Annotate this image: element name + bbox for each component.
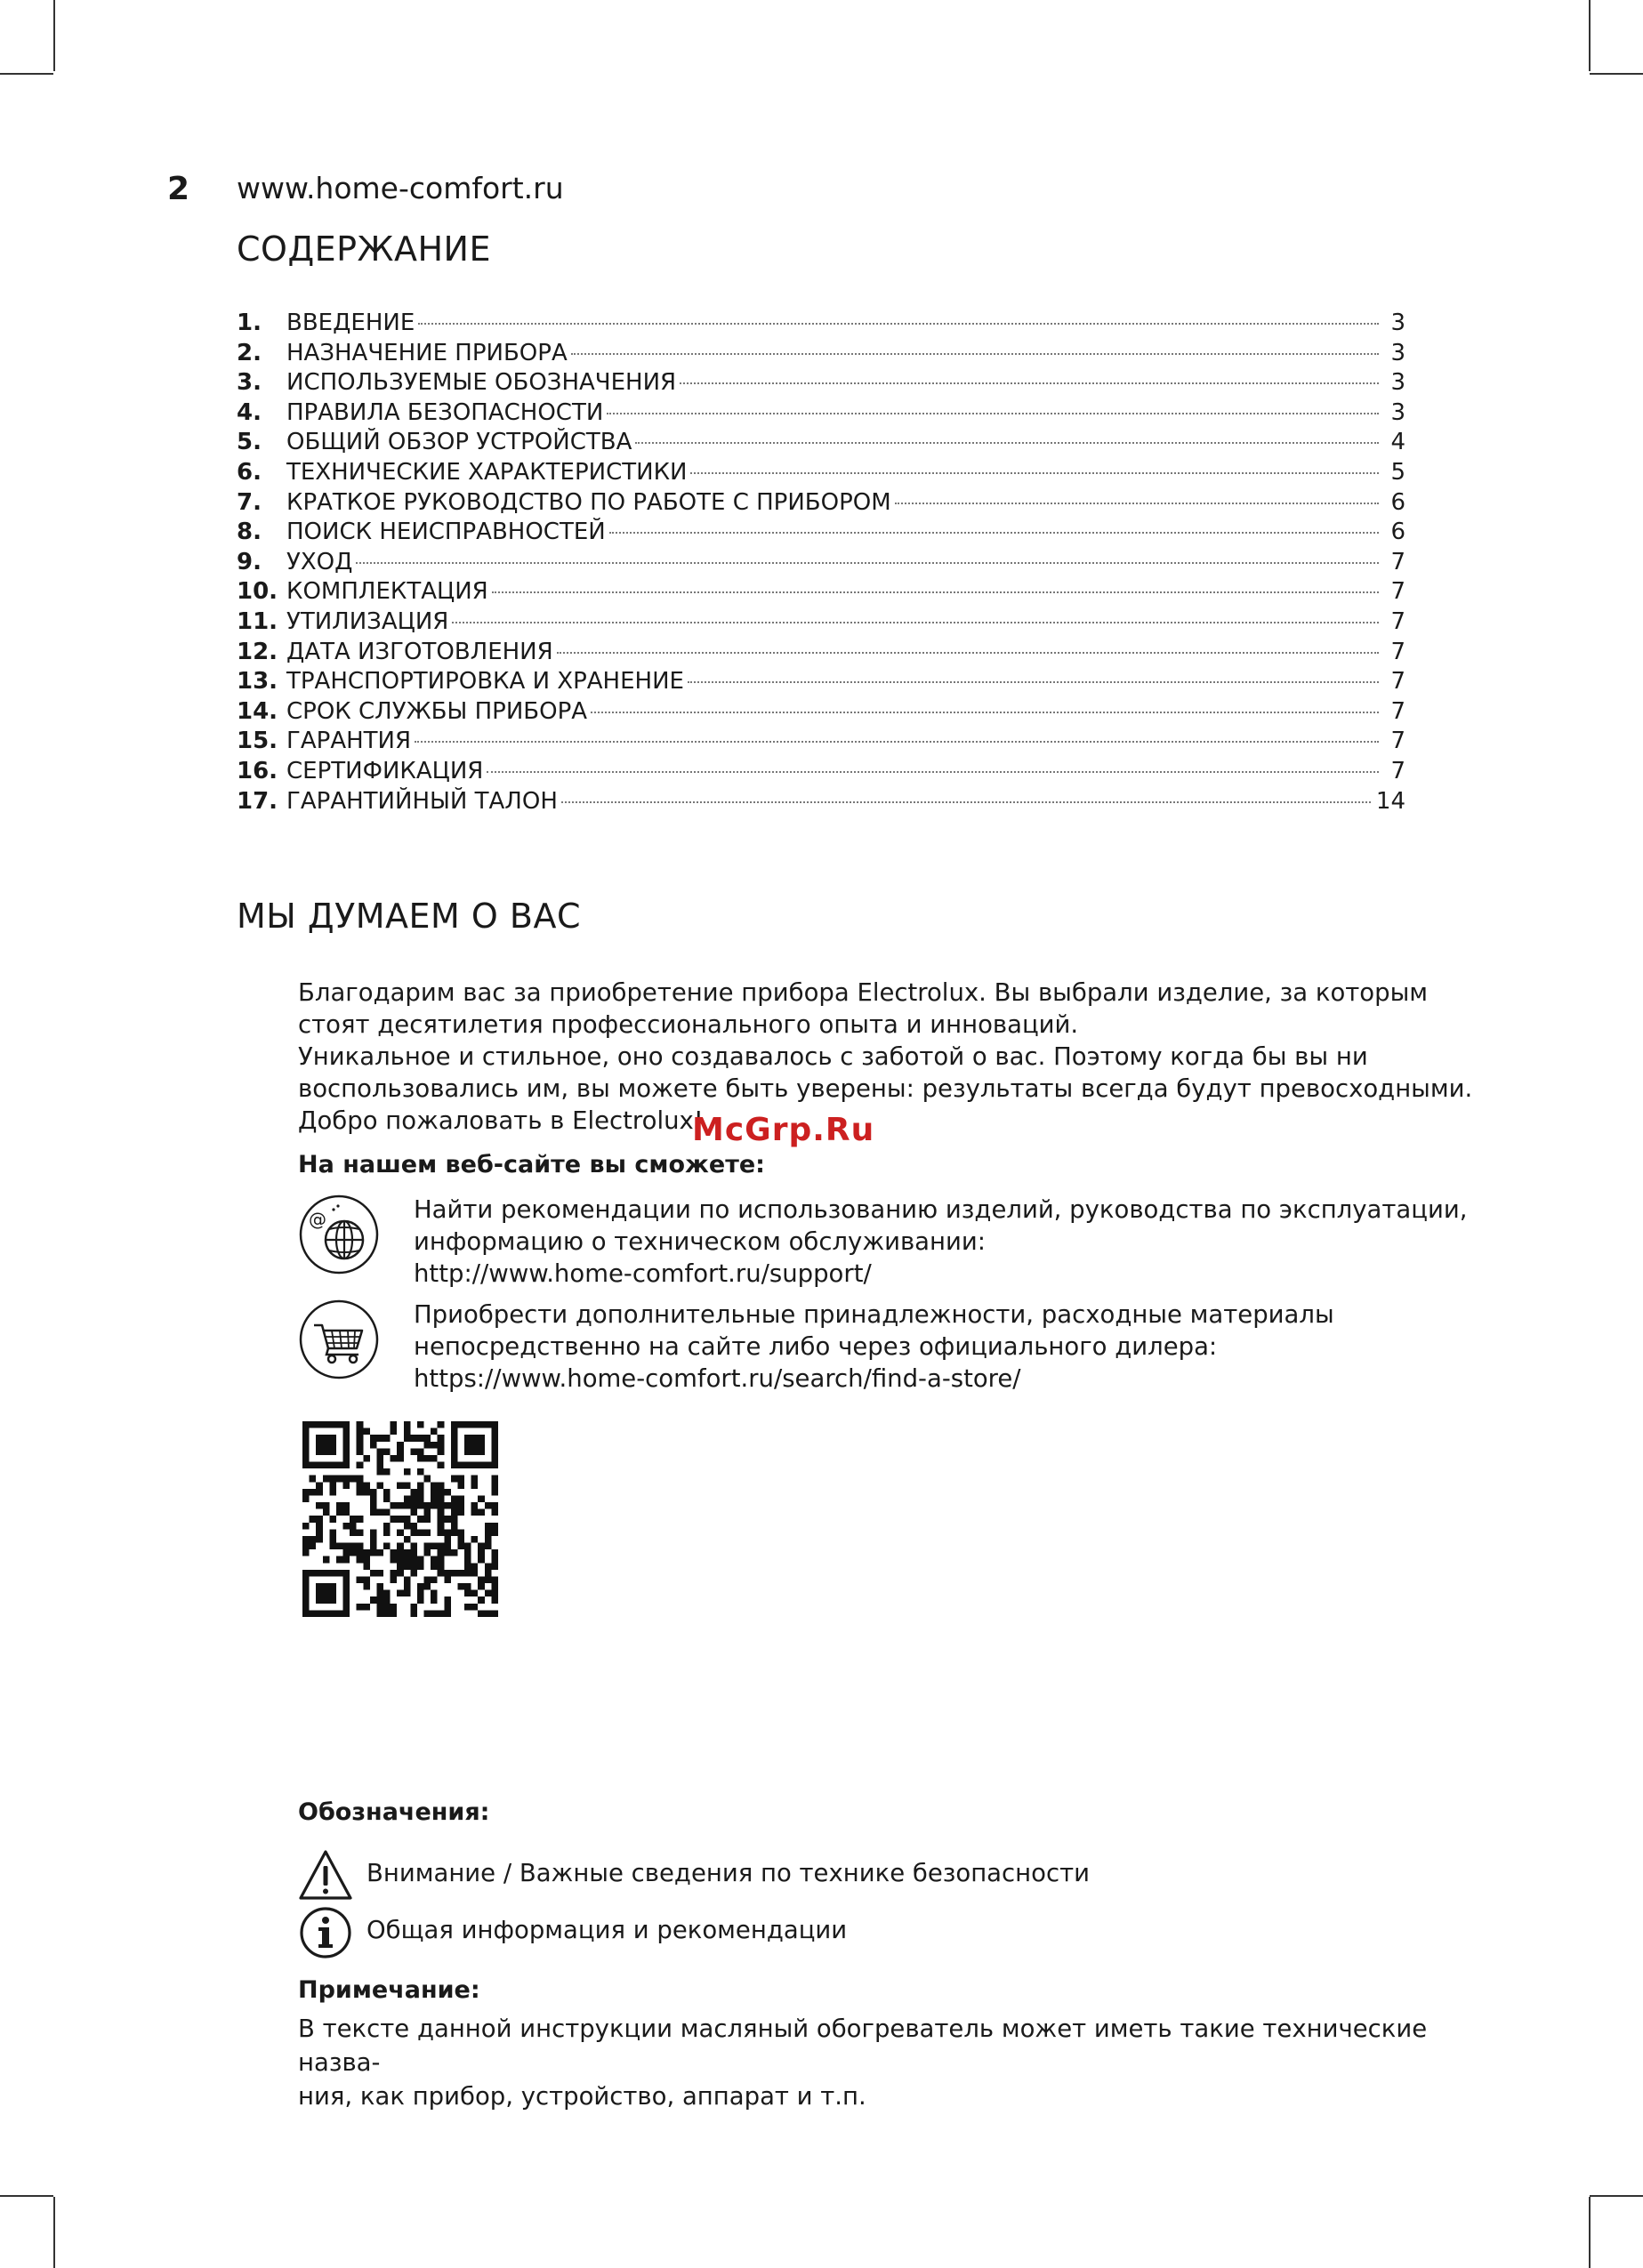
feature-line: информацию о техническом обслуживании:	[414, 1227, 987, 1256]
feature-line: Приобрести дополнительные принадлежности, расходные материалы	[414, 1300, 1334, 1329]
toc-item-page: 3	[1390, 310, 1405, 336]
intro-line: Благодарим вас за приобретение прибора Electrolux. Вы выбрали изделие, за которым	[298, 978, 1429, 1007]
toc-item-page: 4	[1390, 429, 1405, 456]
toc-title: СОДЕРЖАНИЕ	[237, 229, 491, 269]
toc-item-page: 7	[1390, 638, 1405, 665]
intro-line: стоят десятилетия профессионального опыта и инноваций.	[298, 1010, 1079, 1039]
legend-heading: Обозначения:	[298, 1798, 490, 1826]
toc-item[interactable]	[237, 639, 1405, 669]
toc-item[interactable]	[237, 310, 1405, 340]
toc-leader-dots	[688, 681, 1379, 683]
toc-item[interactable]	[237, 459, 1405, 489]
toc-leader-dots	[895, 503, 1379, 504]
toc-item-label: НАЗНАЧЕНИЕ ПРИБОРА	[286, 339, 568, 366]
legend-warning	[298, 1848, 1454, 1903]
toc-leader-dots	[690, 472, 1379, 474]
warning-triangle-icon	[298, 1848, 353, 1903]
feature-text	[414, 1194, 1490, 1290]
toc-item-label: ТЕХНИЧЕСКИЕ ХАРАКТЕРИСТИКИ	[286, 458, 688, 486]
crop-mark	[53, 2197, 55, 2268]
toc-item-label: УХОД	[286, 548, 353, 575]
toc-item[interactable]	[237, 668, 1405, 698]
toc-item-label: ГАРАНТИЯ	[286, 728, 412, 755]
crop-mark	[53, 0, 55, 71]
toc-leader-dots	[571, 353, 1379, 355]
toc-item-number: 2.	[237, 339, 262, 366]
toc-item-label: ПОИСК НЕИСПРАВНОСТЕЙ	[286, 519, 606, 546]
toc-item-page: 14	[1375, 787, 1405, 815]
toc-item-label: ИСПОЛЬЗУЕМЫЕ ОБОЗНАЧЕНИЯ	[286, 369, 677, 397]
intro-line: Уникальное и стильное, оно создавалось с заботой о вас. Поэтому когда бы вы ни	[298, 1042, 1368, 1071]
toc-leader-dots	[607, 413, 1379, 414]
svg-text:@: @	[309, 1209, 326, 1230]
toc-item-number: 17.	[237, 787, 278, 815]
info-icon	[298, 1905, 353, 1960]
page-number: 2	[167, 171, 190, 207]
toc-item-label: ПРАВИЛА БЕЗОПАСНОСТИ	[286, 398, 604, 426]
website-heading: На нашем веб-сайте вы сможете:	[298, 1151, 765, 1178]
toc-item-page: 7	[1390, 728, 1405, 755]
legend-info	[298, 1905, 1454, 1960]
toc-item-page: 6	[1390, 488, 1405, 516]
toc-leader-dots	[356, 562, 1379, 564]
table-of-contents	[237, 310, 1405, 817]
toc-item-number: 1.	[237, 310, 262, 336]
intro-text	[298, 977, 1481, 1137]
toc-item-number: 15.	[237, 728, 278, 755]
toc-item-label: ДАТА ИЗГОТОВЛЕНИЯ	[286, 638, 553, 665]
crop-mark	[1589, 2197, 1591, 2268]
toc-item-number: 10.	[237, 578, 278, 606]
about-title: МЫ ДУМАЕМ О ВАС	[237, 897, 581, 936]
toc-item-number: 14.	[237, 697, 278, 725]
toc-item-page: 3	[1390, 369, 1405, 397]
toc-item-label: ГАРАНТИЙНЫЙ ТАЛОН	[286, 787, 558, 815]
toc-item[interactable]	[237, 399, 1405, 430]
toc-item-label: ОБЩИЙ ОБЗОР УСТРОЙСТВА	[286, 429, 632, 456]
toc-item[interactable]	[237, 758, 1405, 788]
support-link[interactable]: http://www.home-comfort.ru/support/	[414, 1259, 872, 1288]
toc-item-number: 13.	[237, 668, 278, 696]
toc-item[interactable]	[237, 369, 1405, 399]
shopping-cart-icon	[298, 1299, 380, 1380]
toc-leader-dots	[452, 622, 1379, 623]
toc-item[interactable]	[237, 340, 1405, 370]
toc-item-label: СЕРТИФИКАЦИЯ	[286, 757, 484, 784]
toc-leader-dots	[591, 712, 1379, 713]
toc-leader-dots	[418, 323, 1379, 325]
toc-item[interactable]	[237, 788, 1405, 818]
toc-item-label: СРОК СЛУЖБЫ ПРИБОРА	[286, 697, 588, 725]
toc-item-number: 5.	[237, 429, 262, 456]
toc-item-page: 7	[1390, 697, 1405, 725]
toc-item-page: 5	[1390, 458, 1405, 486]
toc-item-label: ВВЕДЕНИЕ	[286, 310, 415, 336]
feature-line: Найти рекомендации по использованию изделий, руководства по эксплуатации,	[414, 1195, 1468, 1224]
toc-item-number: 12.	[237, 638, 278, 665]
feature-text	[414, 1299, 1490, 1395]
crop-mark	[0, 73, 53, 75]
crop-mark	[1589, 0, 1591, 71]
toc-item-page: 7	[1390, 578, 1405, 606]
toc-leader-dots	[487, 771, 1379, 773]
toc-item[interactable]	[237, 429, 1405, 459]
legend-text: Общая информация и рекомендации	[366, 1916, 848, 1944]
toc-item[interactable]	[237, 489, 1405, 519]
toc-leader-dots	[492, 591, 1379, 593]
toc-item-page: 7	[1390, 668, 1405, 696]
globe-icon	[298, 1194, 380, 1275]
toc-leader-dots	[561, 801, 1371, 803]
toc-item[interactable]	[237, 549, 1405, 579]
toc-leader-dots	[635, 442, 1379, 444]
toc-leader-dots	[415, 741, 1379, 743]
toc-item-label: КОМПЛЕКТАЦИЯ	[286, 578, 488, 606]
toc-item-number: 9.	[237, 548, 262, 575]
toc-item-number: 8.	[237, 519, 262, 546]
toc-item-page: 7	[1390, 757, 1405, 784]
toc-item-page: 7	[1390, 607, 1405, 635]
intro-line: воспользовались им, вы можете быть уверены: результаты всегда будут превосходными.	[298, 1074, 1473, 1103]
toc-item-label: КРАТКОЕ РУКОВОДСТВО ПО РАБОТЕ С ПРИБОРОМ	[286, 488, 891, 516]
site-url: www.home-comfort.ru	[237, 171, 564, 205]
toc-item-number: 3.	[237, 369, 262, 397]
toc-item-page: 7	[1390, 548, 1405, 575]
crop-mark	[1590, 73, 1643, 75]
watermark: McGrp.Ru	[692, 1112, 875, 1148]
toc-item-number: 16.	[237, 757, 278, 784]
legend-text: Внимание / Важные сведения по технике безопасности	[366, 1859, 1090, 1887]
toc-item-label: ТРАНСПОРТИРОВКА И ХРАНЕНИЕ	[286, 668, 684, 696]
note-heading: Примечание:	[298, 1976, 480, 2004]
toc-item-page: 6	[1390, 519, 1405, 546]
toc-leader-dots	[609, 532, 1379, 534]
toc-item-number: 11.	[237, 607, 278, 635]
crop-mark	[1590, 2195, 1643, 2197]
intro-line: Добро пожаловать в Electrolux!	[298, 1106, 704, 1135]
toc-item-number: 6.	[237, 458, 262, 486]
note-line: В тексте данной инструкции масляный обогреватель может иметь такие технические назва-	[298, 2015, 1428, 2077]
feature-line: непосредственно на сайте либо через официального дилера:	[414, 1332, 1218, 1361]
toc-item[interactable]	[237, 698, 1405, 728]
toc-item-number: 7.	[237, 488, 262, 516]
toc-item[interactable]	[237, 608, 1405, 639]
toc-item[interactable]	[237, 519, 1405, 549]
qr-code[interactable]	[302, 1421, 498, 1617]
toc-item-number: 4.	[237, 398, 262, 426]
toc-item-page: 3	[1390, 339, 1405, 366]
store-link[interactable]: https://www.home-comfort.ru/search/find-a-store/	[414, 1364, 1021, 1393]
toc-item-page: 3	[1390, 398, 1405, 426]
toc-leader-dots	[557, 652, 1379, 654]
note-text	[298, 2012, 1446, 2113]
toc-item[interactable]	[237, 728, 1405, 758]
toc-leader-dots	[680, 382, 1379, 384]
toc-item-label: УТИЛИЗАЦИЯ	[286, 607, 449, 635]
crop-mark	[0, 2195, 53, 2197]
toc-item[interactable]	[237, 578, 1405, 608]
note-line: ния, как прибор, устройство, аппарат и т.п.	[298, 2082, 866, 2111]
